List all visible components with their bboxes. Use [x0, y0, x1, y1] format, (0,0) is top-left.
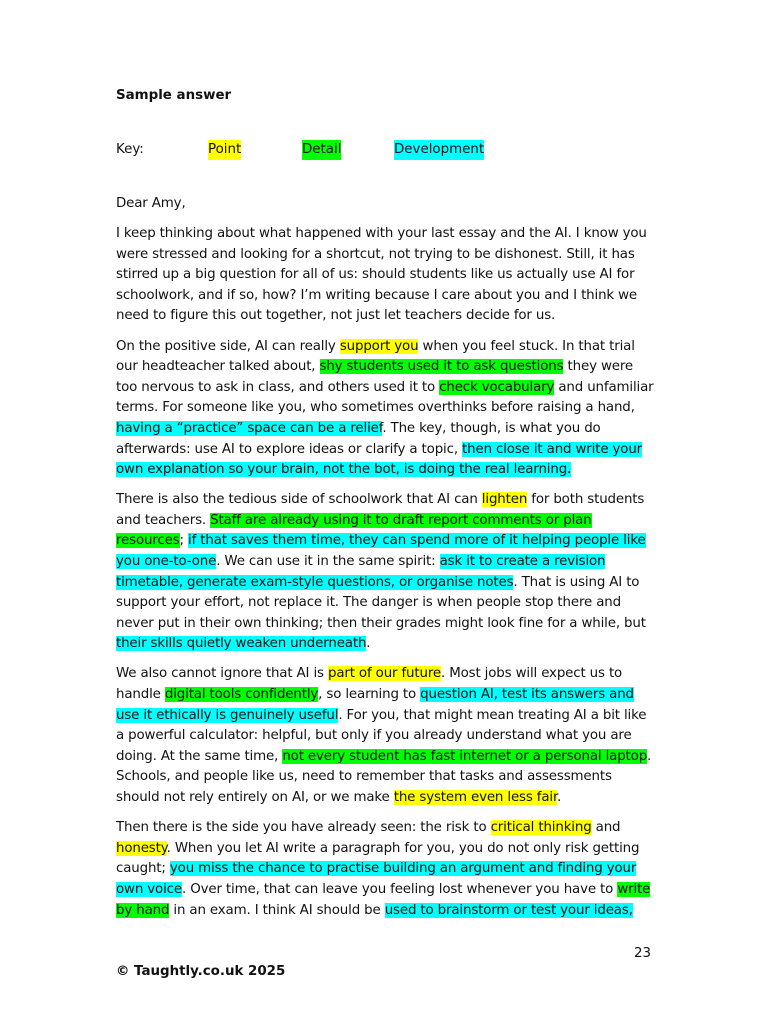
highlight-detail: shy students used it to ask questions	[319, 359, 564, 375]
text-segment: for both students and teachers.	[116, 492, 645, 528]
text-segment: We also cannot ignore that AI is	[116, 666, 328, 682]
highlight-point: critical thinking	[490, 820, 592, 836]
paragraph	[116, 224, 656, 327]
key-detail: Detail	[302, 140, 341, 160]
letter-paragraphs	[116, 224, 656, 921]
text-segment: , so learning to	[318, 687, 421, 703]
key-legend	[116, 140, 656, 160]
text-segment: There is also the tedious side of schoolwork that AI can	[116, 492, 482, 508]
text-segment: . We can use it in the same spirit:	[216, 554, 440, 569]
text-segment: when you feel stuck. In that trial our headteacher talked about,	[116, 338, 635, 375]
text-segment: . Most jobs will expect us to handle	[116, 666, 623, 703]
document-page	[116, 86, 656, 921]
paragraph	[116, 490, 656, 655]
text-segment: in an exam. I think AI should be	[169, 902, 385, 918]
highlight-point: lighten	[481, 492, 528, 508]
greeting: Dear Amy,	[116, 196, 186, 211]
highlight-detail: not every student has fast internet or a personal laptop	[282, 748, 648, 764]
key-point: Point	[208, 140, 241, 160]
key-label: Key:	[116, 142, 144, 157]
heading: Sample answer	[116, 88, 232, 103]
text-segment: . The key, though, is what you do afterwards: use AI to explore ideas or clarify a topic,	[116, 420, 601, 457]
text-segment: they were too nervous to ask in class, and others used it to	[116, 359, 634, 395]
highlight-detail: digital tools confidently	[164, 687, 319, 703]
highlight-development: question AI, test its answers and use it ethically is genuinely useful	[116, 687, 634, 723]
highlight-development: then close it and write your own explanation so your brain, not the bot, is doing the real learning.	[116, 441, 643, 478]
paragraph	[116, 337, 656, 481]
text-segment: and	[591, 820, 621, 836]
highlight-development: used to brainstorm or test your ideas,	[384, 902, 633, 918]
highlight-point: the system even less fair	[393, 790, 558, 806]
highlight-development: having a “practice” space can be a relief	[116, 420, 383, 436]
highlight-development: if that saves them time, they can spend more of it helping people like you one-to-one	[116, 533, 646, 569]
page-number: 23	[633, 946, 651, 961]
text-segment: On the positive side, AI can really	[116, 338, 340, 354]
footer-copyright: © Taughtly.co.uk 2025	[116, 964, 286, 979]
text-segment: Then there is the side you have already seen: the risk to	[116, 820, 491, 836]
text-segment: and unfamiliar terms. For someone like you, who sometimes overthinks before raising a hand,	[116, 379, 654, 416]
paragraph	[116, 664, 656, 808]
highlight-detail: check vocabulary	[439, 379, 555, 395]
highlight-point: support you	[339, 338, 419, 354]
highlight-development: you miss the chance to practise building an argument and finding your own voice	[116, 861, 637, 897]
highlight-point: part of our future	[327, 666, 441, 682]
text-segment: .	[366, 636, 371, 652]
letter-body	[116, 194, 656, 921]
text-segment: I keep thinking about what happened with your last essay and the AI. I know you were stressed and looking for a shortcut, not trying to be dishonest. Still, it has stirred up a big question for all of us: should students like us actually use AI for schoolwork, and if so, how? I’m writing because I care about you and I think we need to figure this out together, not just let teachers decide for us.	[116, 226, 647, 324]
highlight-development: ask it to create a revision timetable, generate exam-style questions, or organise notes	[116, 554, 606, 590]
highlight-detail: Staff are already using it to draft report comments or plan resources	[116, 512, 592, 549]
text-segment: .	[557, 790, 562, 806]
text-segment: . Over time, that can leave you feeling lost whenever you have to	[181, 881, 618, 897]
key-development: Development	[394, 140, 484, 160]
highlight-point: honesty	[116, 840, 167, 856]
paragraph	[116, 818, 656, 921]
text-segment: . Schools, and people like us, need to remember that tasks and assessments should not rely entirely on AI, or we make	[116, 748, 652, 806]
text-segment: . For you, that might mean treating AI a bit like a powerful calculator: helpful, but only if you already understand what you are doing. At the same time,	[116, 707, 647, 764]
highlight-development: their skills quietly weaken underneath	[116, 636, 367, 652]
text-segment: . That is using AI to support your effort, not replace it. The danger is when people stop there and never put in their own thinking; then their grades might look fine for a while, but	[116, 574, 646, 631]
highlight-detail: write by hand	[116, 881, 651, 918]
text-segment: . When you let AI write a paragraph for you, you do not only risk getting caught;	[116, 840, 640, 877]
text-segment: ;	[179, 533, 189, 549]
